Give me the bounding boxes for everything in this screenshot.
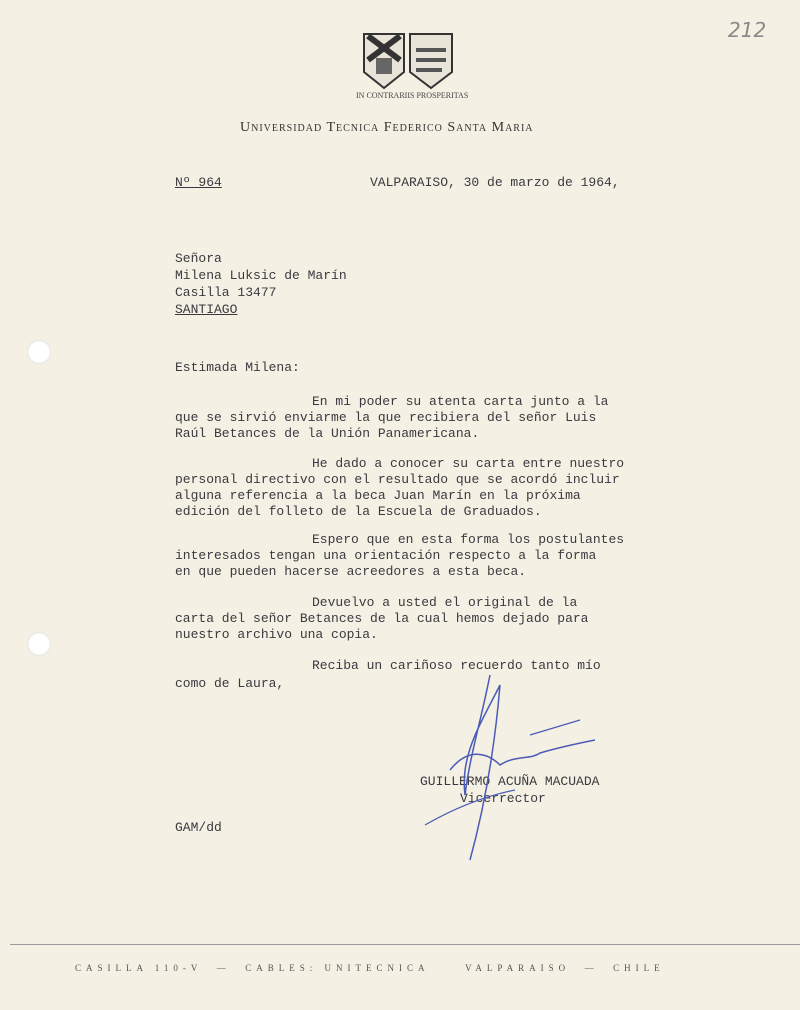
punch-hole <box>27 632 51 656</box>
text-line: He dado a conocer su carta entre nuestro <box>312 456 625 471</box>
text-line: personal directivo con el resultado que se acordó incluir <box>175 472 620 487</box>
paragraph <box>175 595 588 643</box>
letter-date: VALPARAISO, 30 de marzo de 1964, <box>370 175 620 190</box>
recipient-line: Milena Luksic de Marín <box>175 268 347 283</box>
text-line: Reciba un cariñoso recuerdo tanto mío <box>312 658 601 673</box>
recipient-line: Señora <box>175 251 222 266</box>
signer-title: Vicerrector <box>460 791 546 806</box>
letterhead-footer: CASILLA 110-V — CABLES: UNITECNICA VALPARAISO — CHILE <box>75 963 665 973</box>
typist-initials: GAM/dd <box>175 820 222 835</box>
signer-name: GUILLERMO ACUÑA MACUADA <box>420 774 600 789</box>
handwritten-signature <box>420 665 610 865</box>
recipient-line: Casilla 13477 <box>175 285 277 300</box>
punch-hole <box>27 340 51 364</box>
crest-motto: IN CONTRARIIS PROSPERITAS <box>356 91 469 100</box>
recipient-block <box>175 250 347 318</box>
university-name: Universidad Tecnica Federico Santa Maria <box>240 120 534 135</box>
text-line: en que pueden hacerse acreedores a esta beca. <box>175 564 527 579</box>
text-line: edición del folleto de la Escuela de Graduados. <box>175 504 542 519</box>
paragraph <box>175 532 624 580</box>
folio-number: 212 <box>728 18 767 42</box>
paragraph <box>175 394 608 442</box>
text-line: interesados tengan una orientación respecto a la forma <box>175 548 597 563</box>
text-line: En mi poder su atenta carta junto a la <box>312 394 609 409</box>
paragraph <box>175 456 624 520</box>
text-line: Espero que en esta forma los postulantes <box>312 532 625 547</box>
text-line: que se sirvió enviarme la que recibiera del señor Luis <box>175 410 597 425</box>
text-line: Devuelvo a usted el original de la <box>312 595 578 610</box>
text-line: carta del señor Betances de la cual hemos dejado para <box>175 611 589 626</box>
footer-divider <box>10 944 800 945</box>
text-line: nuestro archivo una copia. <box>175 627 378 642</box>
text-line: alguna referencia a la beca Juan Marín en la próxima <box>175 488 581 503</box>
salutation: Estimada Milena: <box>175 360 300 375</box>
text-line: Raúl Betances de la Unión Panamericana. <box>175 426 480 441</box>
text-line: como de Laura, <box>175 676 285 691</box>
letter-number: Nº 964 <box>175 175 222 190</box>
recipient-line: SANTIAGO <box>175 302 238 317</box>
